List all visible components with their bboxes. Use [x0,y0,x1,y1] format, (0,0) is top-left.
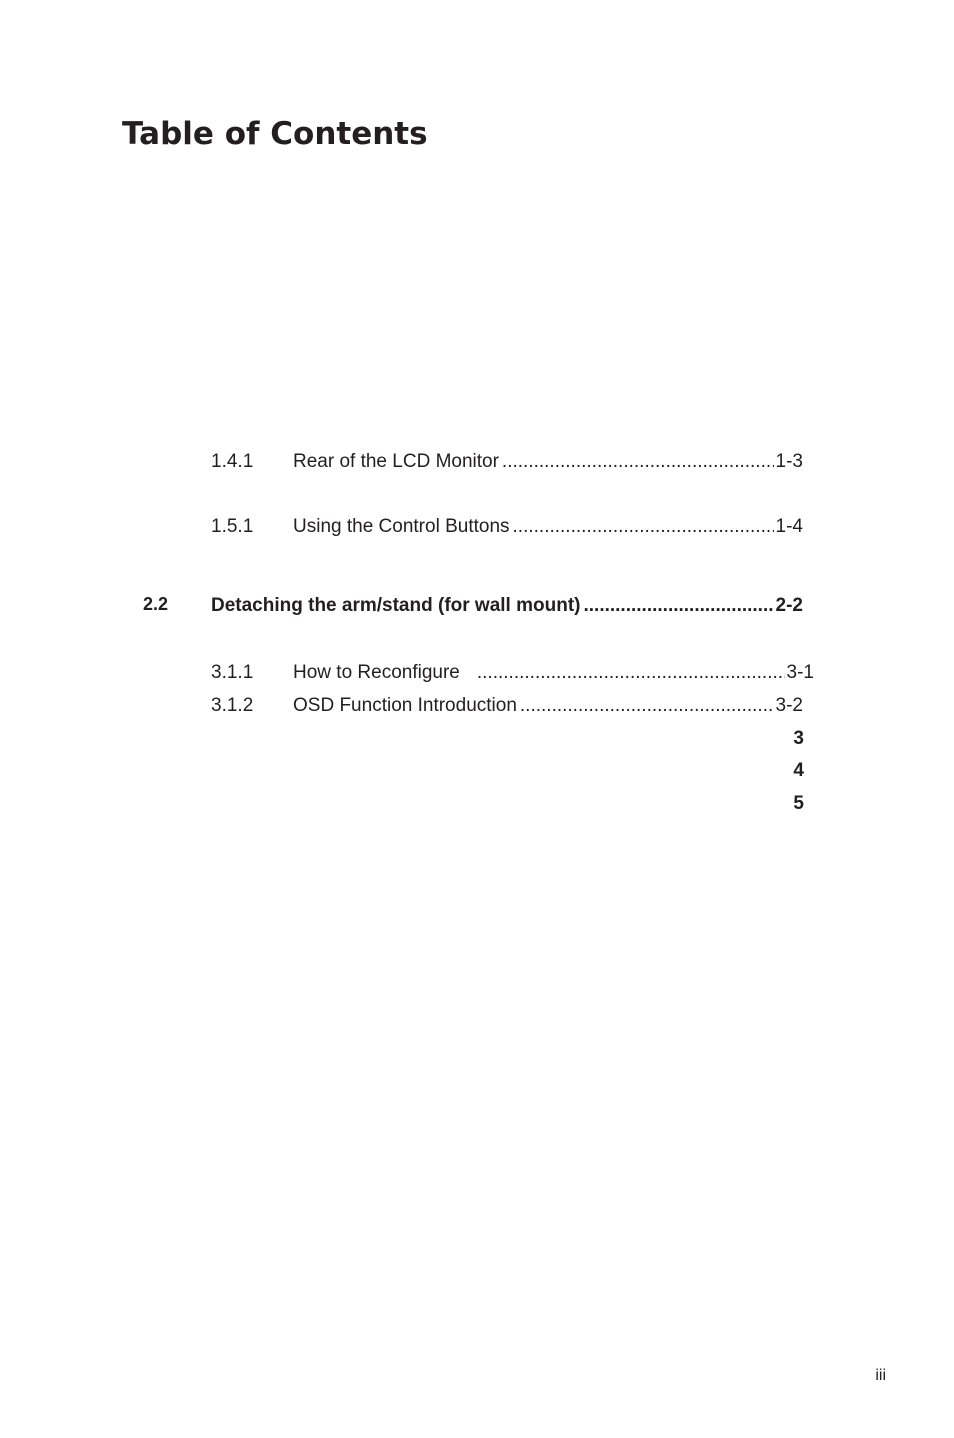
page-title: Table of Contents [122,116,428,152]
toc-section-title: Detaching the arm/stand (for wall mount) [211,595,581,616]
orphan-page-ref[interactable]: 4 [793,760,804,781]
toc-entry-page: 1-3 [775,451,803,472]
dot-leader [502,449,774,475]
dot-leader [477,660,785,686]
toc-entry-number: 3.1.1 [211,662,254,683]
toc-entry-number: 1.4.1 [211,451,254,472]
toc-entry-body [293,449,803,475]
dot-leader [520,693,774,719]
toc-entry-page: 1-4 [775,516,803,537]
toc-entry-title: OSD Function Introduction [293,695,517,716]
toc-entry-body [293,514,803,540]
toc-section-body [211,593,803,619]
toc-entry-body [293,693,803,719]
toc-section-page: 2-2 [775,595,803,616]
toc-entry-page: 3-2 [775,695,803,716]
toc-entry-title: Using the Control Buttons [293,516,510,537]
page-folio: iii [875,1367,886,1384]
toc-entry-number: 3.1.2 [211,695,254,716]
toc-entry-page: 3-1 [786,662,814,683]
toc-section-number: 2.2 [143,594,169,614]
dot-leader [583,593,773,619]
orphan-page-ref[interactable]: 3 [793,728,804,749]
toc-entry-title: Rear of the LCD Monitor [293,451,499,472]
toc-entry-number: 1.5.1 [211,516,254,537]
orphan-page-ref[interactable]: 5 [793,793,804,814]
toc-entry-body [293,660,814,686]
toc-entry-title: How to Reconfigure [293,662,460,683]
dot-leader [513,514,774,540]
